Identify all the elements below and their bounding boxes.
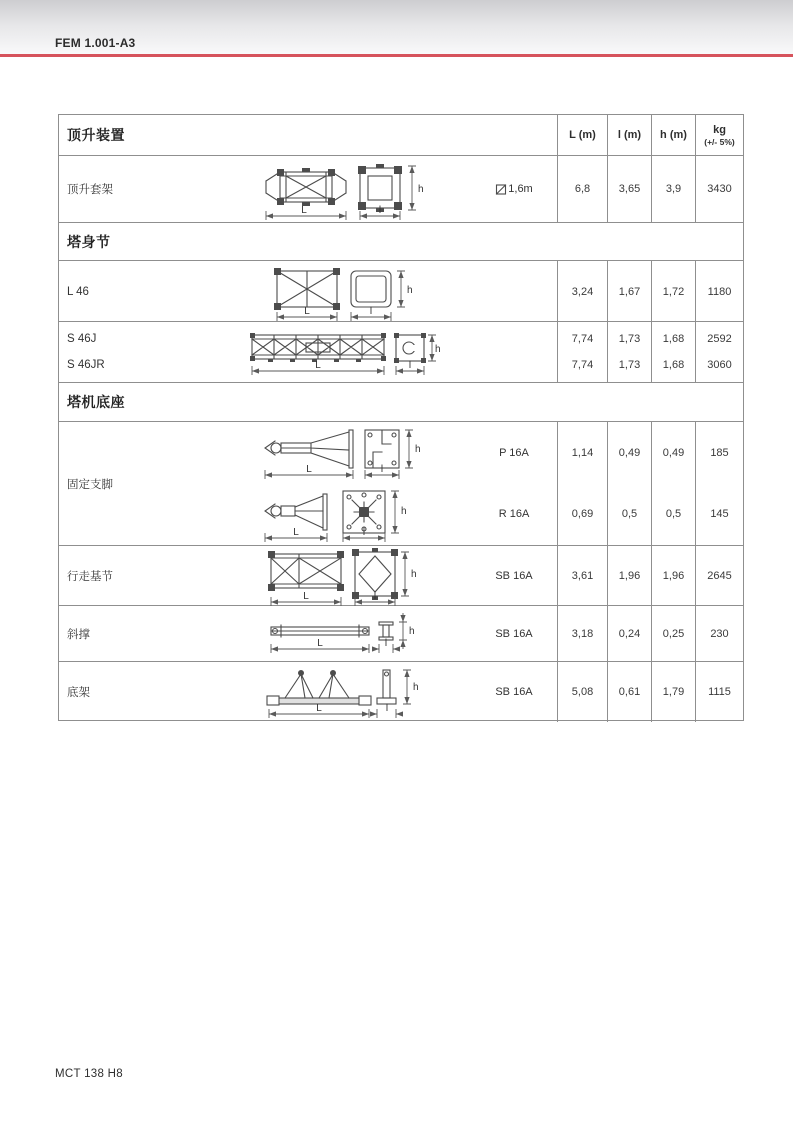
table-header-row (59, 115, 743, 155)
svg-text:L: L (301, 205, 307, 216)
header-red-rule (0, 54, 793, 57)
variant-label: SB 16A (495, 570, 533, 582)
value-kg: 3060 (707, 359, 732, 371)
spec-table (58, 114, 744, 721)
svg-text:h: h (435, 344, 441, 355)
svg-text:L: L (303, 591, 309, 602)
row-label: 顶升套架 (67, 184, 113, 196)
value-L: 1,14 (571, 446, 594, 459)
row-travel-base (59, 545, 743, 605)
svg-text:h: h (415, 443, 421, 455)
col-header-kg: kg (+/- 5%) (695, 115, 743, 155)
doc-code: FEM 1.001-A3 (55, 36, 136, 50)
svg-text:h: h (401, 506, 407, 518)
value-L: 0,69 (571, 508, 594, 521)
long-lattice-drawing (244, 323, 442, 381)
chassis-drawing (261, 662, 425, 722)
svg-text:l: l (384, 637, 388, 649)
row-label: 行走基节 (67, 571, 113, 583)
row-fixed-foot (59, 421, 743, 545)
row-s46 (59, 321, 743, 382)
row-label: 固定支脚 (67, 478, 113, 491)
value-h: 0,25 (651, 606, 695, 661)
fixed-foot-p-drawing (259, 425, 427, 481)
value-kg: 1115 (695, 662, 743, 722)
value-l: 1,73 (618, 359, 641, 371)
svg-text:l: l (378, 205, 382, 216)
svg-text:h: h (409, 625, 415, 637)
value-kg: 2645 (695, 546, 743, 606)
value-h: 0,5 (665, 508, 682, 521)
value-h: 1,72 (651, 261, 695, 323)
svg-text:l: l (362, 527, 366, 539)
row-jack-cage (59, 155, 743, 222)
value-h: 1,79 (651, 662, 695, 722)
svg-text:h: h (411, 569, 417, 580)
value-h: 3,9 (651, 156, 695, 222)
value-L: 3,61 (557, 546, 607, 606)
section-title-tower: 塔身节 (67, 233, 111, 250)
svg-text:L: L (293, 527, 299, 539)
svg-text:h: h (407, 285, 413, 296)
value-l: 1,73 (618, 333, 641, 345)
value-kg: 2592 (707, 333, 732, 345)
variant-label: SB 16A (495, 627, 533, 640)
row-label: L 46 (67, 286, 89, 298)
row-label: 底架 (67, 687, 90, 699)
row-label: S 46JR (67, 359, 105, 371)
svg-text:L: L (306, 463, 312, 475)
col-header-L: L (m) (557, 115, 607, 155)
row-l46 (59, 260, 743, 321)
value-l: 3,65 (607, 156, 651, 222)
variant-label: SB 16A (495, 686, 533, 698)
variant-label: P 16A (499, 446, 529, 459)
svg-text:l: l (373, 591, 377, 602)
value-L: 7,74 (571, 359, 594, 371)
value-L: 6,8 (557, 156, 607, 222)
value-l: 0,5 (621, 508, 638, 521)
diagonal-strut-drawing (261, 609, 425, 659)
value-kg: 185 (710, 446, 729, 459)
svg-text:h: h (418, 184, 424, 195)
value-h: 1,68 (662, 333, 685, 345)
fixed-foot-r-drawing (259, 486, 427, 542)
value-l: 0,49 (618, 446, 641, 459)
travel-base-drawing (261, 546, 425, 606)
value-h: 1,96 (651, 546, 695, 606)
svg-text:L: L (304, 306, 310, 317)
value-l: 1,96 (607, 546, 651, 606)
value-kg: 1180 (695, 261, 743, 323)
svg-text:h: h (413, 682, 419, 693)
value-kg: 3430 (695, 156, 743, 222)
value-L: 3,24 (557, 261, 607, 323)
svg-text:L: L (315, 360, 321, 371)
section-row-tower (59, 222, 743, 260)
value-L: 3,18 (557, 606, 607, 661)
section-title-base: 塔机底座 (67, 394, 125, 410)
svg-text:l: l (369, 306, 373, 317)
svg-text:l: l (385, 703, 389, 714)
svg-text:L: L (317, 637, 323, 649)
value-kg: 230 (695, 606, 743, 661)
square-section-icon (495, 183, 507, 196)
section-title-jacking: 顶升装置 (67, 127, 125, 143)
variant-label: 1,6m (495, 183, 532, 196)
value-h: 1,68 (662, 359, 685, 371)
value-kg: 145 (710, 508, 729, 521)
tower-section-drawing (263, 261, 423, 323)
value-l: 1,67 (607, 261, 651, 323)
variant-label: R 16A (498, 508, 530, 521)
value-l: 0,61 (607, 662, 651, 722)
model-code: MCT 138 H8 (55, 1068, 123, 1080)
row-label: 斜撑 (67, 628, 90, 641)
svg-text:l: l (408, 360, 412, 371)
jack-cage-drawing (256, 158, 430, 220)
col-header-l: l (m) (607, 115, 651, 155)
value-L: 5,08 (557, 662, 607, 722)
row-diagonal-strut (59, 605, 743, 661)
value-L: 7,74 (571, 333, 594, 345)
value-h: 0,49 (662, 446, 685, 459)
svg-text:L: L (316, 703, 322, 714)
col-header-h: h (m) (651, 115, 695, 155)
svg-text:l: l (380, 463, 384, 475)
section-row-base (59, 382, 743, 421)
value-l: 0,24 (607, 606, 651, 661)
row-chassis (59, 661, 743, 720)
row-label: S 46J (67, 333, 97, 345)
